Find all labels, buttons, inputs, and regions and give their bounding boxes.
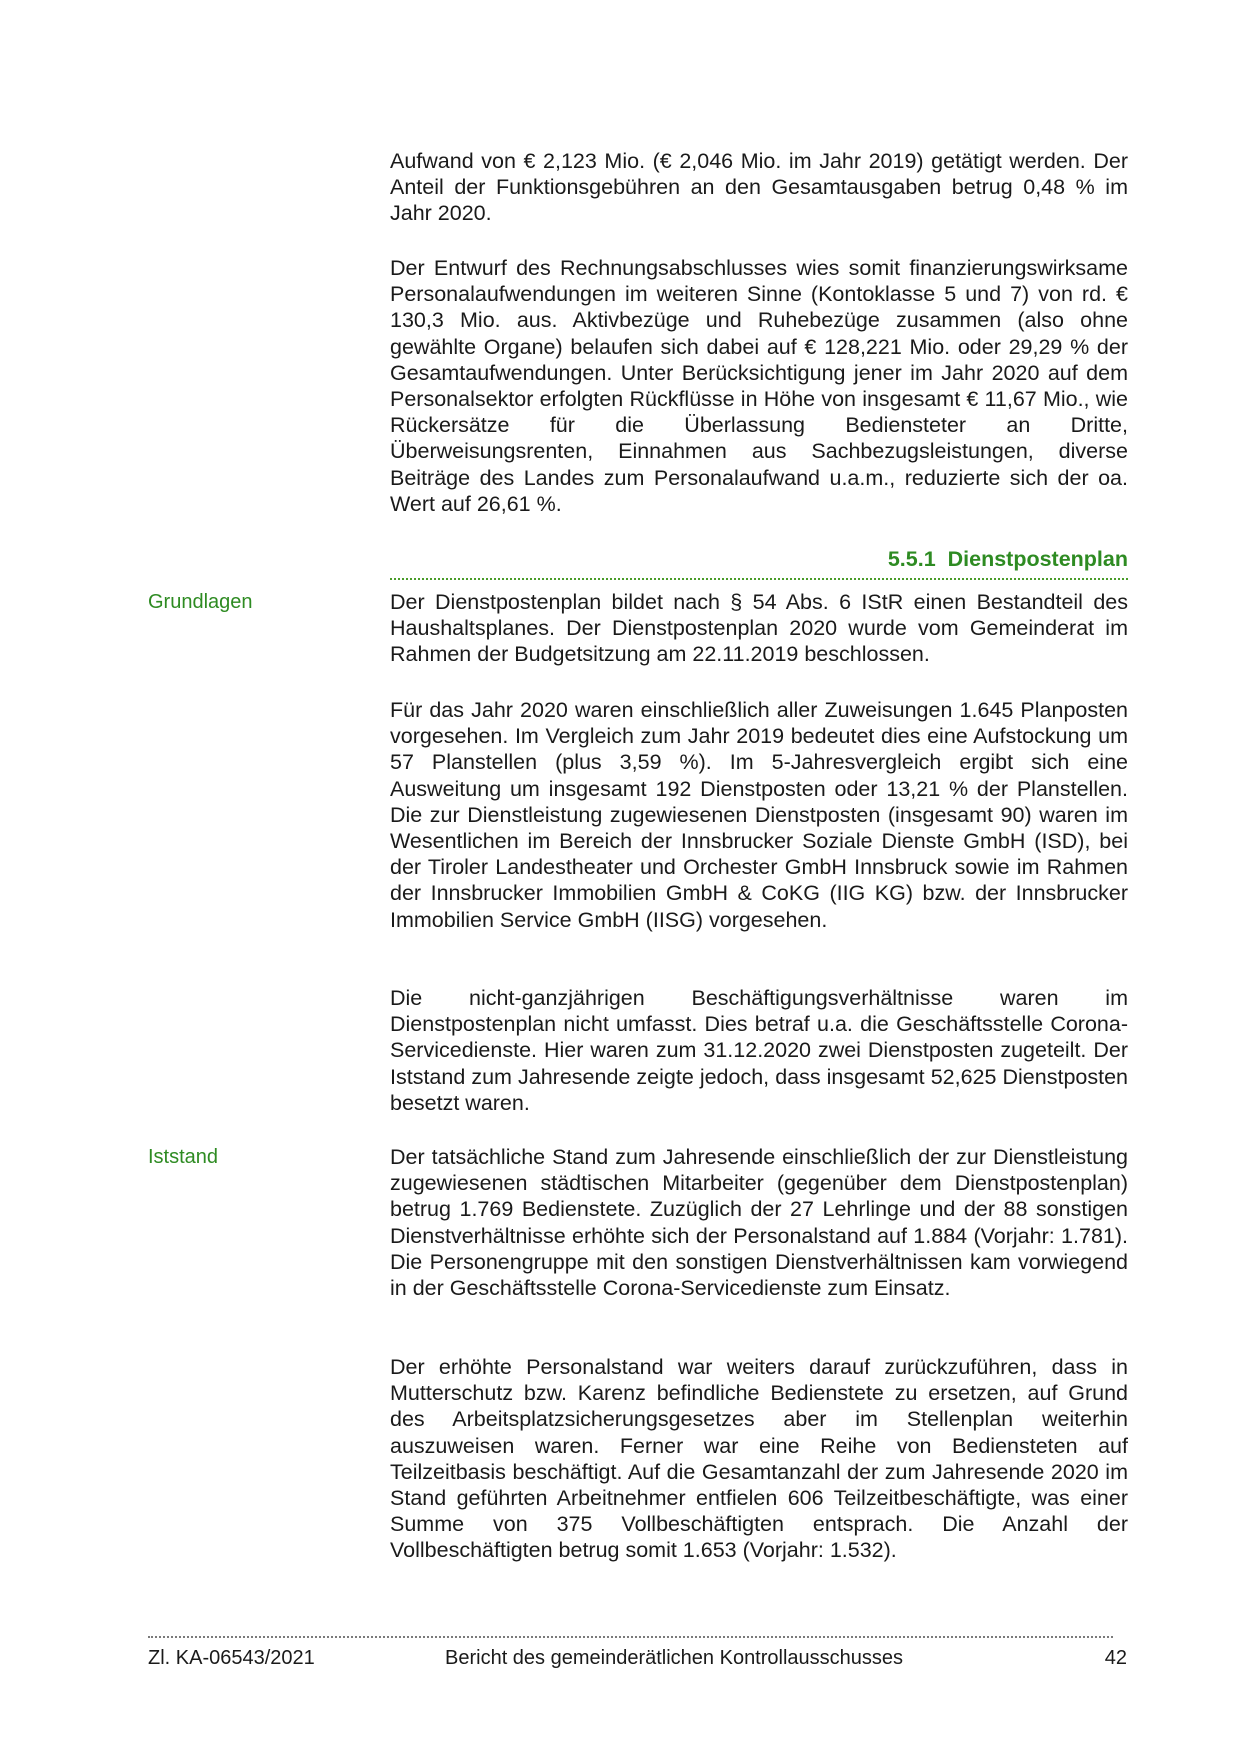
section-divider xyxy=(390,578,1128,580)
paragraph-funktionsgebuehren: Aufwand von € 2,123 Mio. (€ 2,046 Mio. im Jahr 2019) getätigt werden. Der Anteil der Funktionsgebühren an den Gesamtausgaben betrug 0,48 % im Jahr 2020. xyxy=(390,149,1128,226)
paragraph-personalstand: Der erhöhte Personalstand war weiters darauf zurückzuführen, dass in Mutterschutz bzw. Karenz befindliche Bedienstete zu ersetzen, auf Grund des Arbeitsplatzsicherungsgesetzes aber im Stellenplan weiterhin auszuweisen waren. Ferner war eine Reihe von Bediensteten auf Teilzeitbasis beschäftigt. Auf die Gesamtanzahl der zum Jahresende 2020 im Stand geführten Arbeitnehmer entfielen 606 Teilzeitbeschäftigte, was einer Summe von 375 Vollbeschäftigten entsprach. Die Anzahl der Vollbeschäftigten betrug somit 1.653 (Vorjahr: 1.532). xyxy=(390,1355,1128,1563)
page-number: 42 xyxy=(1104,1647,1127,1669)
section-number: 5.5.1 xyxy=(887,547,936,571)
paragraph-planposten: Für das Jahr 2020 waren einschließlich aller Zuweisungen 1.645 Planposten vorgesehen. Im Vergleich zum Jahr 2019 bedeutet dies eine Aufstockung um 57 Planstellen (plus 3,59 %). Im 5-Jahresvergleich ergibt sich eine Ausweitung um insgesamt 192 Dienstposten oder 13,21 % der Planstellen. Die zur Dienstleistung zugewiesenen Dienstposten (insgesamt 90) waren im Wesentlichen im Bereich der Innsbrucker Soziale Dienste GmbH (ISD), bei der Tiroler Landestheater und Orchester GmbH Innsbruck sowie im Rahmen der Innsbrucker Immobilien GmbH & CoKG (IIG KG) bzw. der Innsbrucker Immobilien Service GmbH (IISG) vorgesehen. xyxy=(390,698,1128,932)
paragraph-personalaufwendungen: Der Entwurf des Rechnungsabschlusses wies somit finanzierungswirksame Personalaufwendungen im weiteren Sinne (Kontoklasse 5 und 7) von rd. € 130,3 Mio. aus. Aktivbezüge und Ruhebezüge zusammen (also ohne gewählte Organe) belaufen sich dabei auf € 128,221 Mio. oder 29,29 % der Gesamtaufwendungen. Unter Berücksichtigung jener im Jahr 2020 auf dem Personalsektor erfolgten Rückflüsse in Höhe von insgesamt € 11,67 Mio., wie Rückersätze für die Überlassung Bediensteter an Dritte, Überweisungsrenten, Einnahmen aus Sachbezugsleistungen, diverse Beiträge des Landes zum Personalaufwand u.a.m., reduzierte sich der oa. Wert auf 26,61 %. xyxy=(390,256,1128,516)
footer-divider xyxy=(148,1636,1113,1638)
paragraph-beschaeftigungsverhaeltnisse: Die nicht-ganzjährigen Beschäftigungsverhältnisse waren im Dienstpostenplan nicht umfasst. Dies betraf u.a. die Geschäftsstelle Corona-Servicedienste. Hier waren zum 31.12.2020 zwei Dienstposten zugeteilt. Der Iststand zum Jahresende zeigte jedoch, dass insgesamt 52,625 Dienstposten besetzt waren. xyxy=(390,986,1128,1115)
section-title: Dienstpostenplan xyxy=(947,547,1128,571)
sidenote-iststand: Iststand xyxy=(148,1146,219,1168)
paragraph-iststand: Der tatsächliche Stand zum Jahresende einschließlich der zur Dienstleistung zugewiesenen städtischen Mitarbeiter (gegenüber dem Dienstpostenplan) betrug 1.769 Bedienstete. Zuzüglich der 27 Lehrlinge und der 88 sonstigen Dienstverhältnisse erhöhte sich der Personalstand auf 1.884 (Vorjahr: 1.781). Die Personengruppe mit den sonstigen Dienstverhältnissen kam vorwiegend in der Geschäftsstelle Corona-Servicedienste zum Einsatz. xyxy=(390,1145,1128,1301)
footer-report-title: Bericht des gemeinderätlichen Kontrollausschusses xyxy=(445,1647,904,1669)
footer-reference: Zl. KA-06543/2021 xyxy=(148,1647,315,1669)
paragraph-dienstpostenplan-grundlagen: Der Dienstpostenplan bildet nach § 54 Abs. 6 IStR einen Bestandteil des Haushaltsplanes. Der Dienstpostenplan 2020 wurde vom Gemeinderat im Rahmen der Budgetsitzung am 22.11.2019 beschlossen. xyxy=(390,590,1128,667)
sidenote-grundlagen: Grundlagen xyxy=(148,591,253,613)
section-heading xyxy=(390,547,1128,572)
